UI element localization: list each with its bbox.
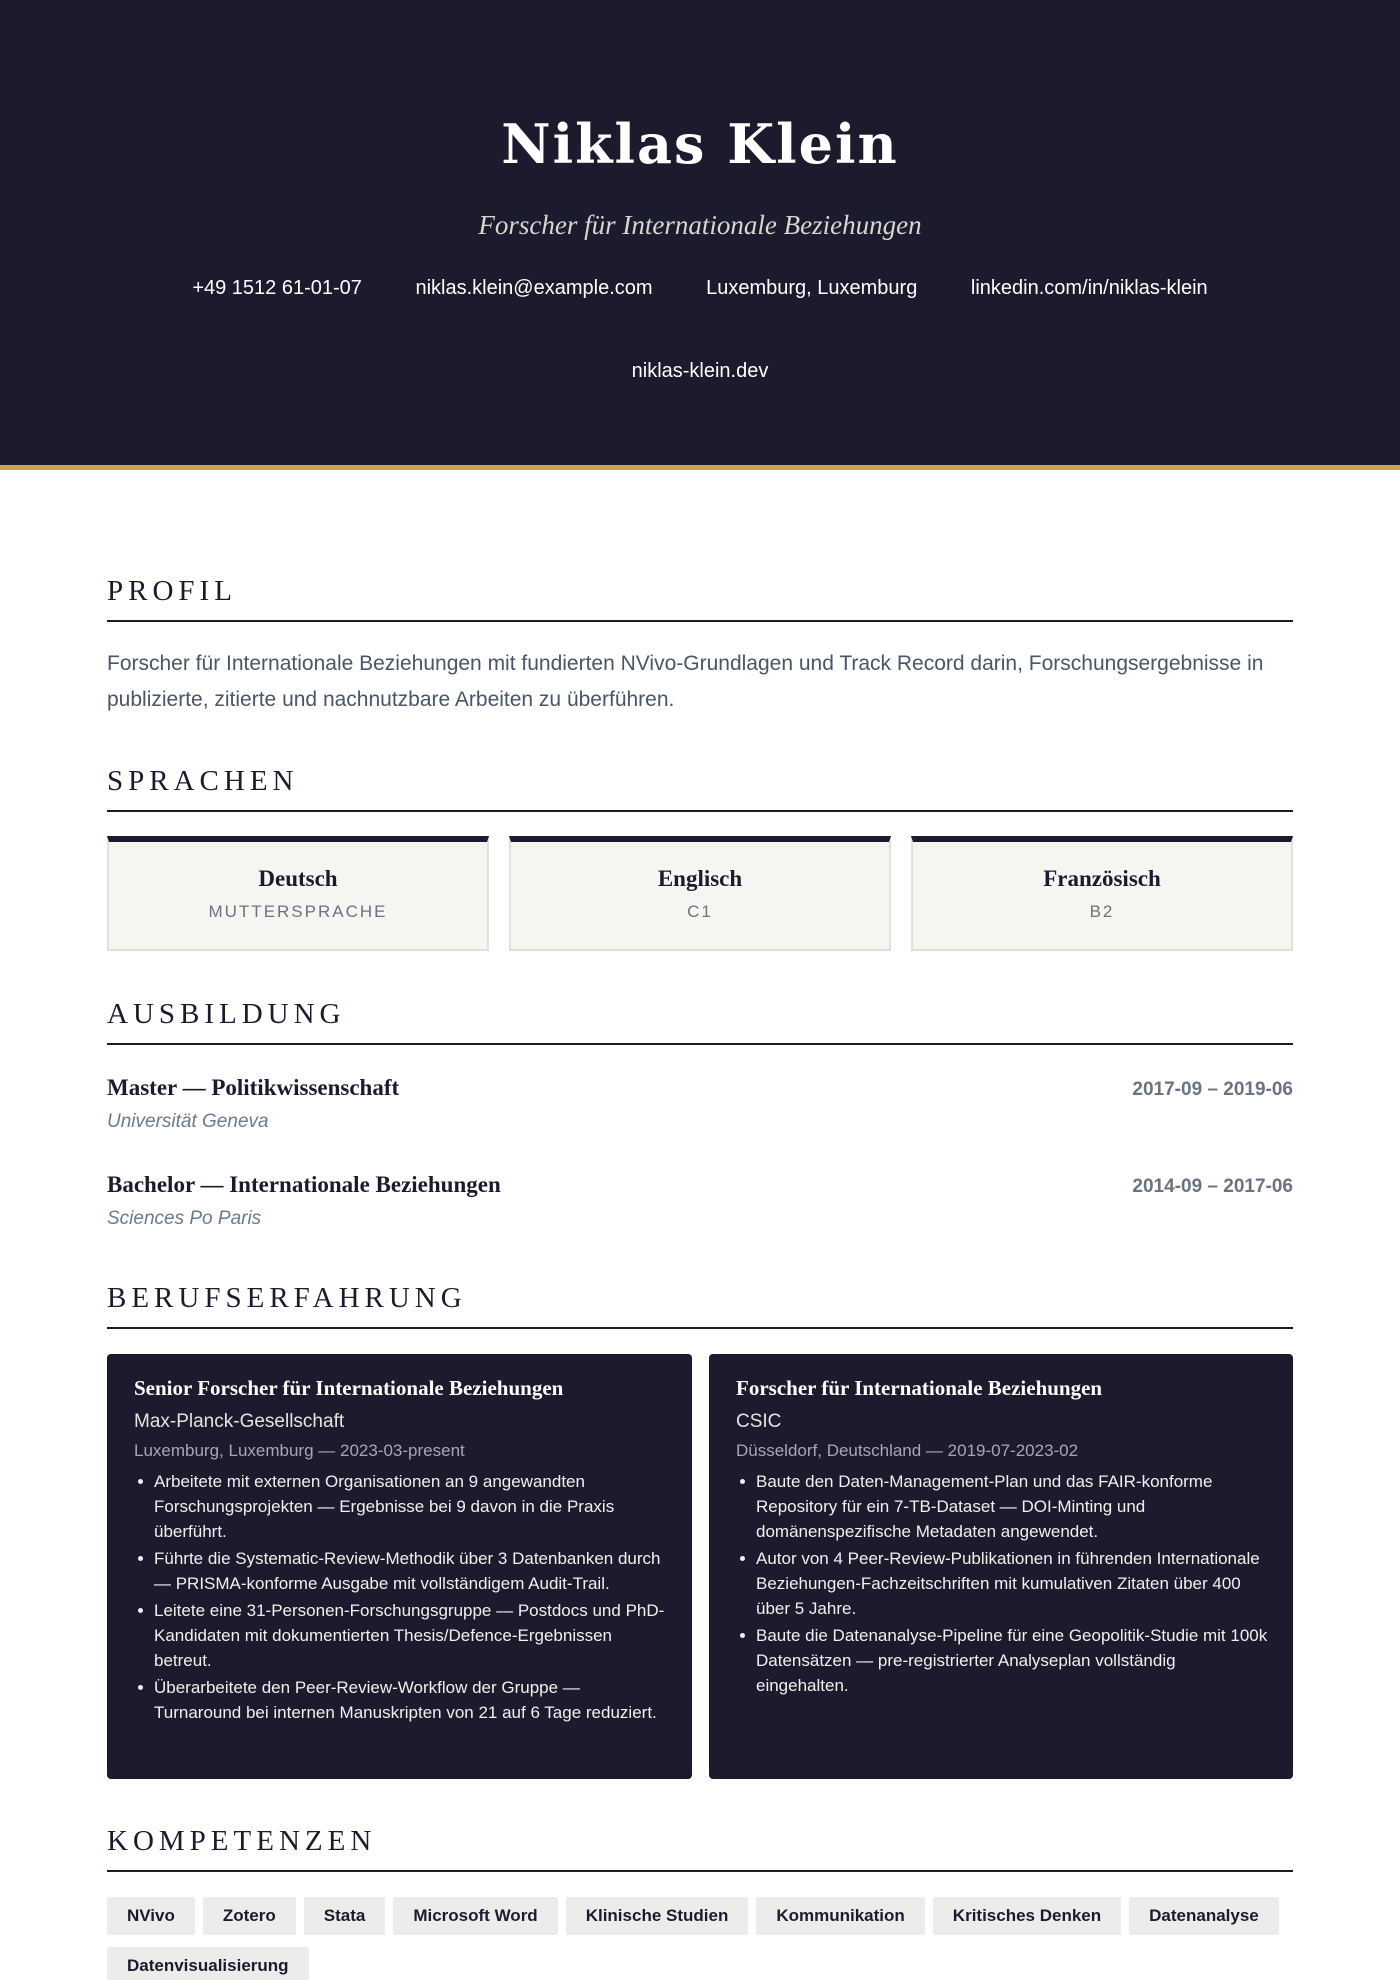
job-title: Senior Forscher für Internationale Beziehungen bbox=[134, 1376, 564, 1400]
job-bullet: Überarbeitete den Peer-Review-Workflow der Gruppe — Turnaround bei internen Manuskripten von 21 auf 6 Tage reduziert. bbox=[154, 1675, 668, 1725]
education-degree: Master — Politikwissenschaft bbox=[107, 1075, 400, 1100]
education-dates: 2014-09 – 2017-06 bbox=[1132, 1176, 1293, 1197]
section-title-profile: PROFIL bbox=[107, 575, 1293, 622]
language-card bbox=[107, 836, 489, 951]
section-title-experience: BERUFSERFAHRUNG bbox=[107, 1282, 1293, 1329]
job-bullet: Baute die Datenanalyse-Pipeline für eine Geopolitik-Studie mit 100k Datensätzen — pre-registrierter Analyseplan vollständig eingehalten. bbox=[756, 1623, 1269, 1698]
skill-chip: Microsoft Word bbox=[393, 1897, 557, 1935]
education-entry bbox=[107, 1075, 1293, 1145]
language-name: Englisch bbox=[657, 866, 743, 891]
section-title-languages: SPRACHEN bbox=[107, 765, 1293, 812]
candidate-title: Forscher für Internationale Beziehungen bbox=[478, 210, 922, 240]
skill-chip: Kommunikation bbox=[756, 1897, 924, 1935]
language-name: Deutsch bbox=[258, 866, 338, 891]
job-bullet: Führte die Systematic-Review-Methodik über 3 Datenbanken durch — PRISMA-konforme Ausgabe mit vollständigem Audit-Trail. bbox=[154, 1546, 668, 1596]
job-meta: Luxemburg, Luxemburg — 2023-03-present bbox=[134, 1441, 465, 1460]
job-bullet: Autor von 4 Peer-Review-Publikationen in führenden Internationale Beziehungen-Fachzeitschriften mit kumulativen Zitaten über 400 über 5 Jahre. bbox=[756, 1546, 1269, 1621]
job-meta: Düsseldorf, Deutschland — 2019-07-2023-02 bbox=[736, 1441, 1079, 1460]
education-dates: 2017-09 – 2019-06 bbox=[1132, 1079, 1293, 1100]
job-bullets bbox=[736, 1469, 1269, 1698]
linkedin-link[interactable]: linkedin.com/in/niklas-klein bbox=[970, 277, 1208, 299]
experience-card bbox=[709, 1354, 1293, 1779]
website-link[interactable]: niklas-klein.dev bbox=[631, 360, 769, 382]
job-bullet: Arbeitete mit externen Organisationen an 9 angewandten Forschungsprojekten — Ergebnisse bei 9 davon in die Praxis überführt. bbox=[154, 1469, 668, 1544]
education-degree: Bachelor — Internationale Beziehungen bbox=[107, 1172, 501, 1197]
language-card bbox=[509, 836, 891, 951]
skill-chip: Stata bbox=[304, 1897, 386, 1935]
skill-chip: Datenvisualisierung bbox=[107, 1947, 309, 1980]
skill-chip: Klinische Studien bbox=[566, 1897, 749, 1935]
experience-card bbox=[107, 1354, 692, 1779]
section-title-education: AUSBILDUNG bbox=[107, 998, 1293, 1045]
language-level: MUTTERSPRACHE bbox=[208, 902, 388, 921]
language-name: Französisch bbox=[1043, 866, 1161, 891]
language-level: C1 bbox=[687, 902, 713, 921]
job-bullets bbox=[134, 1469, 668, 1725]
location: Luxemburg, Luxemburg bbox=[706, 277, 918, 299]
skills-list bbox=[107, 1897, 1293, 1980]
section-title-skills: KOMPETENZEN bbox=[107, 1825, 1293, 1872]
language-level: B2 bbox=[1089, 902, 1115, 921]
language-card bbox=[911, 836, 1293, 951]
education-school: Universität Geneva bbox=[107, 1111, 269, 1132]
skill-chip: Kritisches Denken bbox=[933, 1897, 1121, 1935]
job-bullet: Baute den Daten-Management-Plan und das FAIR-konforme Repository für ein 7-TB-Dataset — DOI-Minting und domänenspezifische Metadaten angewendet. bbox=[756, 1469, 1269, 1544]
skill-chip: Zotero bbox=[203, 1897, 296, 1935]
education-entry bbox=[107, 1172, 1293, 1242]
email-link[interactable]: niklas.klein@example.com bbox=[415, 277, 653, 299]
profile-summary: Forscher für Internationale Beziehungen mit fundierten NVivo-Grundlagen und Track Record darin, Forschungsergebnisse in publizierte, zitierte und nachnutzbare Arbeiten zu überführen. bbox=[107, 652, 1264, 711]
job-title: Forscher für Internationale Beziehungen bbox=[736, 1376, 1103, 1400]
resume-header bbox=[0, 0, 1400, 470]
skill-chip: NVivo bbox=[107, 1897, 195, 1935]
job-company: CSIC bbox=[736, 1411, 782, 1432]
education-school: Sciences Po Paris bbox=[107, 1208, 262, 1229]
contact-row-2 bbox=[0, 360, 1400, 383]
job-bullet: Leitete eine 31-Personen-Forschungsgruppe — Postdocs und PhD-Kandidaten mit dokumentierten Thesis/Defence-Ergebnissen betreut. bbox=[154, 1598, 668, 1673]
candidate-name: Niklas Klein bbox=[501, 112, 899, 176]
contact-row bbox=[0, 277, 1400, 300]
skill-chip: Datenanalyse bbox=[1129, 1897, 1279, 1935]
phone: +49 1512 61-01-07 bbox=[192, 277, 362, 299]
job-company: Max-Planck-Gesellschaft bbox=[134, 1411, 345, 1432]
